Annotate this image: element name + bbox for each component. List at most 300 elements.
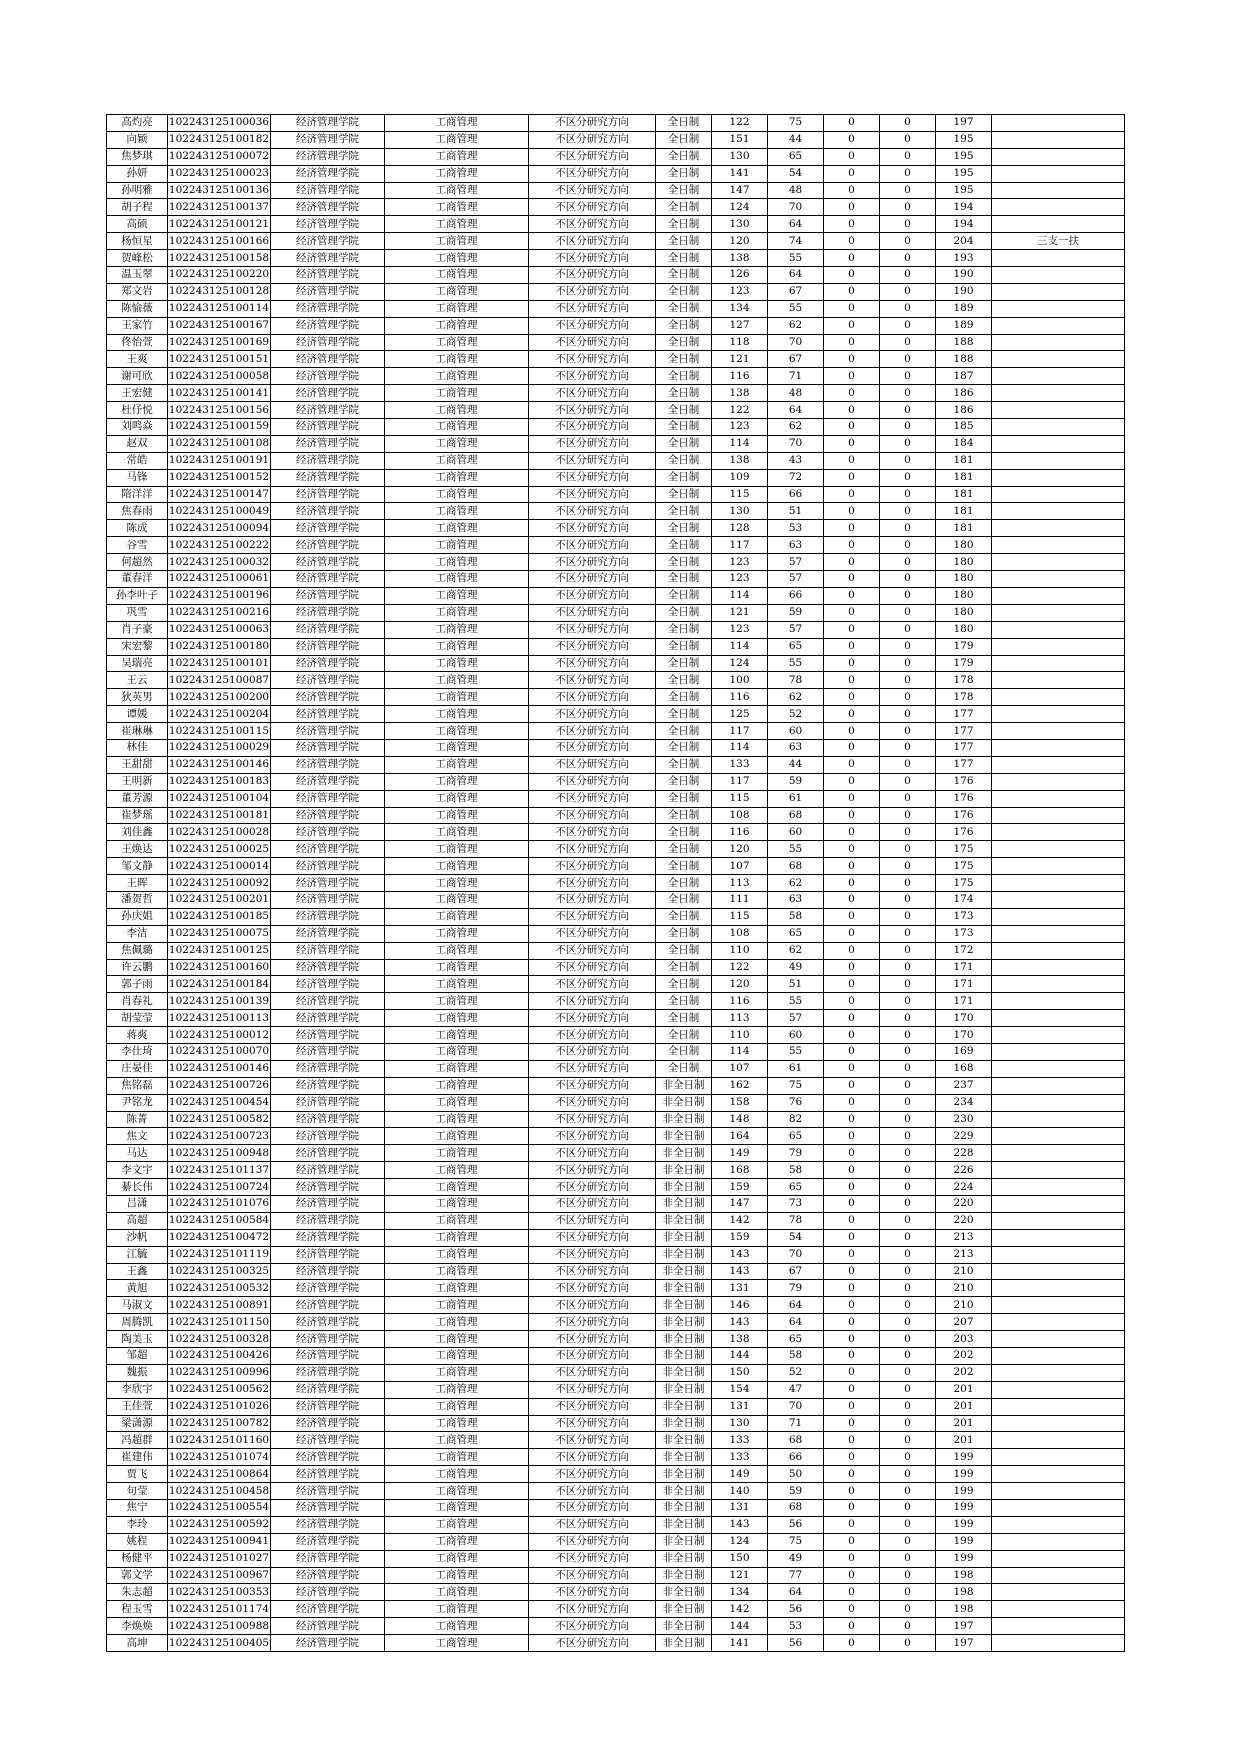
name-cell: 梁潇源 xyxy=(107,1415,168,1432)
name-cell: 李玲 xyxy=(107,1516,168,1533)
name-cell: 王鑫 xyxy=(107,1263,168,1280)
score-2-cell: 59 xyxy=(768,604,824,621)
study-mode-cell: 全日制 xyxy=(656,790,712,807)
score-3-cell: 0 xyxy=(824,773,880,790)
remark-cell xyxy=(992,1432,1125,1449)
score-1-cell: 121 xyxy=(712,351,768,368)
score-2-cell: 57 xyxy=(768,1010,824,1027)
total-score-cell: 228 xyxy=(936,1145,992,1162)
name-cell: 赵双 xyxy=(107,435,168,452)
score-4-cell: 0 xyxy=(880,452,936,469)
college-cell: 经济管理学院 xyxy=(271,385,385,402)
score-1-cell: 131 xyxy=(712,1398,768,1415)
name-cell: 肖子豪 xyxy=(107,621,168,638)
total-score-cell: 210 xyxy=(936,1280,992,1297)
study-mode-cell: 全日制 xyxy=(656,131,712,148)
exam-id-cell: 102243125101119 xyxy=(168,1246,271,1263)
remark-cell xyxy=(992,925,1125,942)
score-1-cell: 141 xyxy=(712,1635,768,1652)
remark-cell xyxy=(992,385,1125,402)
total-score-cell: 168 xyxy=(936,1060,992,1077)
score-3-cell: 0 xyxy=(824,165,880,182)
score-1-cell: 120 xyxy=(712,976,768,993)
study-mode-cell: 全日制 xyxy=(656,689,712,706)
name-cell: 陶美玉 xyxy=(107,1331,168,1348)
total-score-cell: 180 xyxy=(936,554,992,571)
major-cell: 工商管理 xyxy=(385,841,529,858)
total-score-cell: 199 xyxy=(936,1516,992,1533)
table-row xyxy=(107,689,1125,706)
college-cell: 经济管理学院 xyxy=(271,1060,385,1077)
remark-cell xyxy=(992,1043,1125,1060)
major-cell: 工商管理 xyxy=(385,1111,529,1128)
exam-id-cell: 102243125101150 xyxy=(168,1314,271,1331)
total-score-cell: 207 xyxy=(936,1314,992,1331)
name-cell: 郑文岩 xyxy=(107,283,168,300)
remark-cell xyxy=(992,165,1125,182)
score-1-cell: 147 xyxy=(712,1196,768,1213)
name-cell: 董春洋 xyxy=(107,571,168,588)
study-mode-cell: 全日制 xyxy=(656,385,712,402)
score-1-cell: 113 xyxy=(712,1010,768,1027)
study-mode-cell: 非全日制 xyxy=(656,1635,712,1652)
score-2-cell: 52 xyxy=(768,1364,824,1381)
college-cell: 经济管理学院 xyxy=(271,875,385,892)
name-cell: 綦长伟 xyxy=(107,1179,168,1196)
score-1-cell: 143 xyxy=(712,1516,768,1533)
total-score-cell: 181 xyxy=(936,486,992,503)
direction-cell: 不区分研究方向 xyxy=(529,233,656,250)
direction-cell: 不区分研究方向 xyxy=(529,148,656,165)
college-cell: 经济管理学院 xyxy=(271,1601,385,1618)
college-cell: 经济管理学院 xyxy=(271,706,385,723)
score-3-cell: 0 xyxy=(824,1584,880,1601)
study-mode-cell: 全日制 xyxy=(656,908,712,925)
score-4-cell: 0 xyxy=(880,756,936,773)
direction-cell: 不区分研究方向 xyxy=(529,841,656,858)
direction-cell: 不区分研究方向 xyxy=(529,216,656,233)
major-cell: 工商管理 xyxy=(385,1263,529,1280)
name-cell: 马锋 xyxy=(107,469,168,486)
major-cell: 工商管理 xyxy=(385,115,529,132)
score-4-cell: 0 xyxy=(880,1145,936,1162)
name-cell: 李焕焕 xyxy=(107,1618,168,1635)
exam-id-cell: 102243125100948 xyxy=(168,1145,271,1162)
direction-cell: 不区分研究方向 xyxy=(529,1516,656,1533)
direction-cell: 不区分研究方向 xyxy=(529,351,656,368)
score-2-cell: 68 xyxy=(768,1432,824,1449)
direction-cell: 不区分研究方向 xyxy=(529,571,656,588)
table-row xyxy=(107,672,1125,689)
exam-id-cell: 102243125100200 xyxy=(168,689,271,706)
score-2-cell: 70 xyxy=(768,435,824,452)
college-cell: 经济管理学院 xyxy=(271,891,385,908)
table-row xyxy=(107,1398,1125,1415)
score-2-cell: 65 xyxy=(768,1128,824,1145)
study-mode-cell: 全日制 xyxy=(656,469,712,486)
score-3-cell: 0 xyxy=(824,858,880,875)
major-cell: 工商管理 xyxy=(385,1077,529,1094)
score-3-cell: 0 xyxy=(824,756,880,773)
score-3-cell: 0 xyxy=(824,993,880,1010)
major-cell: 工商管理 xyxy=(385,452,529,469)
score-4-cell: 0 xyxy=(880,1533,936,1550)
table-row xyxy=(107,554,1125,571)
table-row xyxy=(107,1348,1125,1365)
major-cell: 工商管理 xyxy=(385,773,529,790)
direction-cell: 不区分研究方向 xyxy=(529,638,656,655)
direction-cell: 不区分研究方向 xyxy=(529,537,656,554)
remark-cell xyxy=(992,1280,1125,1297)
exam-id-cell: 102243125100125 xyxy=(168,942,271,959)
major-cell: 工商管理 xyxy=(385,368,529,385)
study-mode-cell: 非全日制 xyxy=(656,1128,712,1145)
table-row xyxy=(107,638,1125,655)
college-cell: 经济管理学院 xyxy=(271,351,385,368)
exam-id-cell: 102243125100584 xyxy=(168,1212,271,1229)
table-row xyxy=(107,131,1125,148)
name-cell: 王佳萱 xyxy=(107,1398,168,1415)
total-score-cell: 173 xyxy=(936,908,992,925)
college-cell: 经济管理学院 xyxy=(271,1348,385,1365)
study-mode-cell: 非全日制 xyxy=(656,1550,712,1567)
total-score-cell: 175 xyxy=(936,875,992,892)
score-3-cell: 0 xyxy=(824,1449,880,1466)
score-1-cell: 134 xyxy=(712,1584,768,1601)
score-1-cell: 118 xyxy=(712,334,768,351)
remark-cell xyxy=(992,1364,1125,1381)
study-mode-cell: 全日制 xyxy=(656,334,712,351)
major-cell: 工商管理 xyxy=(385,1297,529,1314)
direction-cell: 不区分研究方向 xyxy=(529,908,656,925)
exam-id-cell: 102243125100166 xyxy=(168,233,271,250)
remark-cell xyxy=(992,1027,1125,1044)
score-1-cell: 116 xyxy=(712,368,768,385)
direction-cell: 不区分研究方向 xyxy=(529,334,656,351)
remark-cell xyxy=(992,739,1125,756)
total-score-cell: 177 xyxy=(936,739,992,756)
major-cell: 工商管理 xyxy=(385,858,529,875)
major-cell: 工商管理 xyxy=(385,486,529,503)
score-4-cell: 0 xyxy=(880,1466,936,1483)
score-4-cell: 0 xyxy=(880,216,936,233)
score-3-cell: 0 xyxy=(824,1331,880,1348)
direction-cell: 不区分研究方向 xyxy=(529,993,656,1010)
score-1-cell: 114 xyxy=(712,435,768,452)
study-mode-cell: 非全日制 xyxy=(656,1229,712,1246)
score-3-cell: 0 xyxy=(824,182,880,199)
total-score-cell: 188 xyxy=(936,334,992,351)
direction-cell: 不区分研究方向 xyxy=(529,1060,656,1077)
study-mode-cell: 非全日制 xyxy=(656,1449,712,1466)
score-3-cell: 0 xyxy=(824,1162,880,1179)
score-4-cell: 0 xyxy=(880,317,936,334)
name-cell: 肖春礼 xyxy=(107,993,168,1010)
major-cell: 工商管理 xyxy=(385,1331,529,1348)
remark-cell xyxy=(992,1500,1125,1517)
exam-id-cell: 102243125100169 xyxy=(168,334,271,351)
direction-cell: 不区分研究方向 xyxy=(529,1584,656,1601)
exam-id-cell: 102243125100988 xyxy=(168,1618,271,1635)
direction-cell: 不区分研究方向 xyxy=(529,1364,656,1381)
exam-id-cell: 102243125100996 xyxy=(168,1364,271,1381)
college-cell: 经济管理学院 xyxy=(271,503,385,520)
score-3-cell: 0 xyxy=(824,267,880,284)
score-2-cell: 62 xyxy=(768,942,824,959)
score-1-cell: 130 xyxy=(712,148,768,165)
score-3-cell: 0 xyxy=(824,351,880,368)
name-cell: 焦宁 xyxy=(107,1500,168,1517)
score-1-cell: 111 xyxy=(712,891,768,908)
score-1-cell: 123 xyxy=(712,283,768,300)
score-2-cell: 74 xyxy=(768,233,824,250)
score-1-cell: 100 xyxy=(712,672,768,689)
name-cell: 尹铭龙 xyxy=(107,1094,168,1111)
study-mode-cell: 非全日制 xyxy=(656,1145,712,1162)
major-cell: 工商管理 xyxy=(385,571,529,588)
score-3-cell: 0 xyxy=(824,959,880,976)
score-2-cell: 62 xyxy=(768,875,824,892)
study-mode-cell: 全日制 xyxy=(656,1043,712,1060)
score-3-cell: 0 xyxy=(824,1533,880,1550)
score-4-cell: 0 xyxy=(880,1280,936,1297)
score-3-cell: 0 xyxy=(824,925,880,942)
score-3-cell: 0 xyxy=(824,452,880,469)
direction-cell: 不区分研究方向 xyxy=(529,1043,656,1060)
exam-id-cell: 102243125100864 xyxy=(168,1466,271,1483)
total-score-cell: 201 xyxy=(936,1381,992,1398)
total-score-cell: 195 xyxy=(936,131,992,148)
score-1-cell: 120 xyxy=(712,841,768,858)
score-4-cell: 0 xyxy=(880,182,936,199)
remark-cell xyxy=(992,993,1125,1010)
name-cell: 董芳源 xyxy=(107,790,168,807)
name-cell: 谢可欣 xyxy=(107,368,168,385)
total-score-cell: 201 xyxy=(936,1398,992,1415)
major-cell: 工商管理 xyxy=(385,1229,529,1246)
major-cell: 工商管理 xyxy=(385,1364,529,1381)
major-cell: 工商管理 xyxy=(385,385,529,402)
score-2-cell: 52 xyxy=(768,706,824,723)
exam-id-cell: 102243125100029 xyxy=(168,739,271,756)
score-3-cell: 0 xyxy=(824,1010,880,1027)
score-4-cell: 0 xyxy=(880,858,936,875)
exam-id-cell: 102243125100114 xyxy=(168,300,271,317)
exam-id-cell: 102243125100891 xyxy=(168,1297,271,1314)
study-mode-cell: 全日制 xyxy=(656,267,712,284)
study-mode-cell: 全日制 xyxy=(656,115,712,132)
exam-id-cell: 102243125100036 xyxy=(168,115,271,132)
score-3-cell: 0 xyxy=(824,115,880,132)
table-row xyxy=(107,1618,1125,1635)
major-cell: 工商管理 xyxy=(385,604,529,621)
major-cell: 工商管理 xyxy=(385,1043,529,1060)
score-3-cell: 0 xyxy=(824,503,880,520)
score-4-cell: 0 xyxy=(880,1128,936,1145)
remark-cell xyxy=(992,1246,1125,1263)
direction-cell: 不区分研究方向 xyxy=(529,402,656,419)
college-cell: 经济管理学院 xyxy=(271,115,385,132)
total-score-cell: 171 xyxy=(936,976,992,993)
college-cell: 经济管理学院 xyxy=(271,993,385,1010)
name-cell: 李仕琦 xyxy=(107,1043,168,1060)
exam-id-cell: 102243125100159 xyxy=(168,419,271,436)
total-score-cell: 199 xyxy=(936,1533,992,1550)
college-cell: 经济管理学院 xyxy=(271,638,385,655)
score-2-cell: 56 xyxy=(768,1601,824,1618)
remark-cell xyxy=(992,250,1125,267)
remark-cell xyxy=(992,1635,1125,1652)
score-2-cell: 63 xyxy=(768,739,824,756)
score-4-cell: 0 xyxy=(880,131,936,148)
total-score-cell: 175 xyxy=(936,858,992,875)
total-score-cell: 178 xyxy=(936,689,992,706)
score-2-cell: 58 xyxy=(768,1162,824,1179)
remark-cell xyxy=(992,959,1125,976)
major-cell: 工商管理 xyxy=(385,1618,529,1635)
score-1-cell: 158 xyxy=(712,1094,768,1111)
total-score-cell: 193 xyxy=(936,250,992,267)
college-cell: 经济管理学院 xyxy=(271,1111,385,1128)
name-cell: 焦佩璐 xyxy=(107,942,168,959)
score-4-cell: 0 xyxy=(880,824,936,841)
score-2-cell: 68 xyxy=(768,1500,824,1517)
major-cell: 工商管理 xyxy=(385,1449,529,1466)
total-score-cell: 171 xyxy=(936,993,992,1010)
score-4-cell: 0 xyxy=(880,1584,936,1601)
table-row xyxy=(107,976,1125,993)
score-4-cell: 0 xyxy=(880,1314,936,1331)
score-1-cell: 150 xyxy=(712,1550,768,1567)
table-row xyxy=(107,756,1125,773)
exam-id-cell: 102243125100196 xyxy=(168,587,271,604)
table-row xyxy=(107,419,1125,436)
total-score-cell: 197 xyxy=(936,1618,992,1635)
score-2-cell: 63 xyxy=(768,891,824,908)
college-cell: 经济管理学院 xyxy=(271,334,385,351)
score-1-cell: 110 xyxy=(712,1027,768,1044)
total-score-cell: 224 xyxy=(936,1179,992,1196)
college-cell: 经济管理学院 xyxy=(271,756,385,773)
table-row xyxy=(107,1364,1125,1381)
table-body xyxy=(107,115,1125,1652)
study-mode-cell: 非全日制 xyxy=(656,1077,712,1094)
score-4-cell: 0 xyxy=(880,1449,936,1466)
major-cell: 工商管理 xyxy=(385,334,529,351)
exam-id-cell: 102243125100075 xyxy=(168,925,271,942)
exam-id-cell: 102243125101174 xyxy=(168,1601,271,1618)
name-cell: 蒋爽 xyxy=(107,1027,168,1044)
score-3-cell: 0 xyxy=(824,875,880,892)
score-2-cell: 67 xyxy=(768,283,824,300)
direction-cell: 不区分研究方向 xyxy=(529,1094,656,1111)
score-1-cell: 123 xyxy=(712,621,768,638)
name-cell: 王焕达 xyxy=(107,841,168,858)
direction-cell: 不区分研究方向 xyxy=(529,1533,656,1550)
score-3-cell: 0 xyxy=(824,1263,880,1280)
exam-id-cell: 102243125100353 xyxy=(168,1584,271,1601)
table-row xyxy=(107,1500,1125,1517)
total-score-cell: 177 xyxy=(936,723,992,740)
total-score-cell: 181 xyxy=(936,469,992,486)
name-cell: 郭文学 xyxy=(107,1567,168,1584)
score-3-cell: 0 xyxy=(824,1060,880,1077)
total-score-cell: 170 xyxy=(936,1027,992,1044)
study-mode-cell: 全日制 xyxy=(656,655,712,672)
score-4-cell: 0 xyxy=(880,1567,936,1584)
score-2-cell: 55 xyxy=(768,841,824,858)
score-2-cell: 75 xyxy=(768,1077,824,1094)
score-3-cell: 0 xyxy=(824,148,880,165)
direction-cell: 不区分研究方向 xyxy=(529,1432,656,1449)
exam-id-cell: 102243125100058 xyxy=(168,368,271,385)
remark-cell xyxy=(992,1060,1125,1077)
remark-cell xyxy=(992,1196,1125,1213)
major-cell: 工商管理 xyxy=(385,435,529,452)
score-4-cell: 0 xyxy=(880,655,936,672)
exam-id-cell: 102243125100325 xyxy=(168,1263,271,1280)
major-cell: 工商管理 xyxy=(385,959,529,976)
total-score-cell: 201 xyxy=(936,1432,992,1449)
remark-cell xyxy=(992,875,1125,892)
score-1-cell: 162 xyxy=(712,1077,768,1094)
study-mode-cell: 全日制 xyxy=(656,824,712,841)
remark-cell xyxy=(992,1348,1125,1365)
major-cell: 工商管理 xyxy=(385,756,529,773)
score-1-cell: 120 xyxy=(712,233,768,250)
study-mode-cell: 全日制 xyxy=(656,148,712,165)
score-2-cell: 72 xyxy=(768,469,824,486)
study-mode-cell: 非全日制 xyxy=(656,1601,712,1618)
major-cell: 工商管理 xyxy=(385,216,529,233)
score-4-cell: 0 xyxy=(880,1364,936,1381)
score-1-cell: 138 xyxy=(712,385,768,402)
total-score-cell: 179 xyxy=(936,655,992,672)
major-cell: 工商管理 xyxy=(385,537,529,554)
direction-cell: 不区分研究方向 xyxy=(529,131,656,148)
score-4-cell: 0 xyxy=(880,469,936,486)
name-cell: 焦铭磊 xyxy=(107,1077,168,1094)
score-2-cell: 55 xyxy=(768,250,824,267)
major-cell: 工商管理 xyxy=(385,1162,529,1179)
table-row xyxy=(107,959,1125,976)
remark-cell xyxy=(992,486,1125,503)
table-row xyxy=(107,1550,1125,1567)
score-1-cell: 109 xyxy=(712,469,768,486)
study-mode-cell: 非全日制 xyxy=(656,1212,712,1229)
table-row xyxy=(107,587,1125,604)
college-cell: 经济管理学院 xyxy=(271,1212,385,1229)
study-mode-cell: 非全日制 xyxy=(656,1415,712,1432)
score-2-cell: 64 xyxy=(768,1314,824,1331)
major-cell: 工商管理 xyxy=(385,891,529,908)
college-cell: 经济管理学院 xyxy=(271,739,385,756)
exam-id-cell: 102243125100426 xyxy=(168,1348,271,1365)
score-3-cell: 0 xyxy=(824,1212,880,1229)
name-cell: 杨恒星 xyxy=(107,233,168,250)
major-cell: 工商管理 xyxy=(385,621,529,638)
name-cell: 李欣宇 xyxy=(107,1381,168,1398)
exam-id-cell: 102243125100204 xyxy=(168,706,271,723)
total-score-cell: 203 xyxy=(936,1331,992,1348)
total-score-cell: 195 xyxy=(936,165,992,182)
remark-cell xyxy=(992,317,1125,334)
score-4-cell: 0 xyxy=(880,587,936,604)
score-2-cell: 60 xyxy=(768,723,824,740)
college-cell: 经济管理学院 xyxy=(271,587,385,604)
name-cell: 贺峰松 xyxy=(107,250,168,267)
total-score-cell: 213 xyxy=(936,1229,992,1246)
